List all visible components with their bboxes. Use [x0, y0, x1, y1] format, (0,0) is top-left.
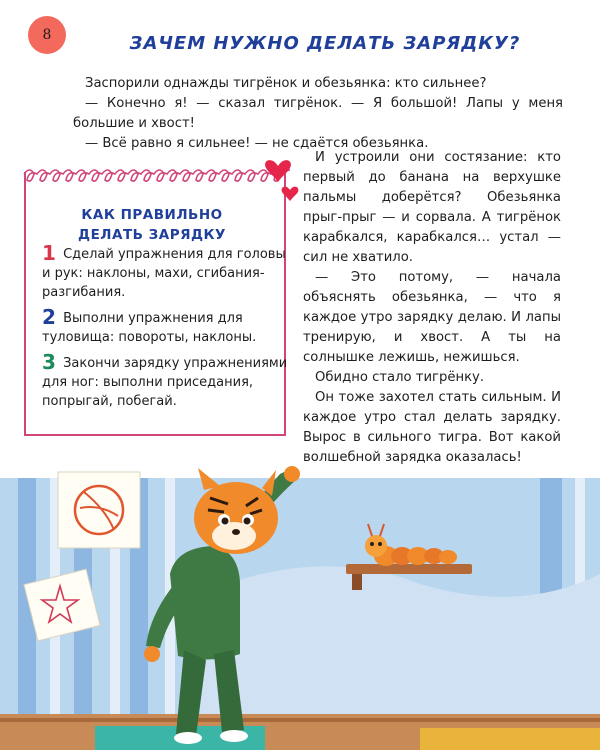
heart-icon: [265, 160, 291, 182]
note-title: КАК ПРАВИЛЬНО ДЕЛАТЬ ЗАРЯДКУ: [78, 207, 226, 243]
exercise-tips-note: [12, 162, 290, 440]
torn-paper-edge: [12, 162, 290, 192]
step-number: 3: [42, 350, 56, 374]
story-continuation: [303, 148, 561, 468]
story-paragraph: Обидно стало тигрёнку.: [315, 370, 485, 385]
note-list: [42, 241, 292, 417]
story-paragraph: — Это потому, — начала объяснять обезьянка, — что я каждое утро зарядку делаю. И лапы тренирую, и хвост. А ты на солнышке лежишь, нежишься.: [303, 270, 561, 365]
note-item: [42, 241, 292, 302]
story-paragraph: — Всё равно я сильнее! — не сдаётся обезьянка.: [85, 136, 429, 151]
story-paragraph: Заспорили однажды тигрёнок и обезьянка: кто сильнее?: [85, 76, 487, 91]
story-intro: [73, 74, 563, 154]
exercising-tiger-illustration: [0, 464, 600, 750]
story-paragraph: Он тоже захотел стать сильным. И каждое утро стал делать зарядку. Вырос в сильного тигра. Вот какой волшебной зарядка оказалась!: [303, 390, 561, 465]
story-paragraph: И устроили они состязание: кто первый до банана на верхушке пальмы доберётся? Обезьянка прыг-прыг — и сорвала. А тигрёнок карабкался, карабкался… устал — сил не хватило.: [303, 150, 561, 265]
hearts-decoration: [262, 146, 302, 206]
page-number: 8: [42, 27, 52, 43]
page-title: ЗАЧЕМ НУЖНО ДЕЛАТЬ ЗАРЯДКУ?: [129, 33, 521, 54]
step-text: Закончи зарядку упражнениями для ног: выполни приседания, попрыгай, побегай.: [42, 356, 288, 409]
note-item: [42, 350, 292, 411]
step-text: Выполни упражнения для туловища: повороты, наклоны.: [42, 311, 257, 345]
wall-shelf: [346, 564, 472, 574]
step-text: Сделай упражнения для головы и рук: наклоны, махи, сгибания-разгибания.: [42, 247, 286, 300]
ball-drawing-icon: [58, 472, 140, 548]
step-number: 1: [42, 241, 56, 265]
heart-icon: [282, 187, 299, 201]
story-paragraph: — Конечно я! — сказал тигрёнок. — Я большой! Лапы у меня большие и хвост!: [73, 96, 563, 131]
step-number: 2: [42, 305, 56, 329]
note-item: [42, 305, 292, 347]
